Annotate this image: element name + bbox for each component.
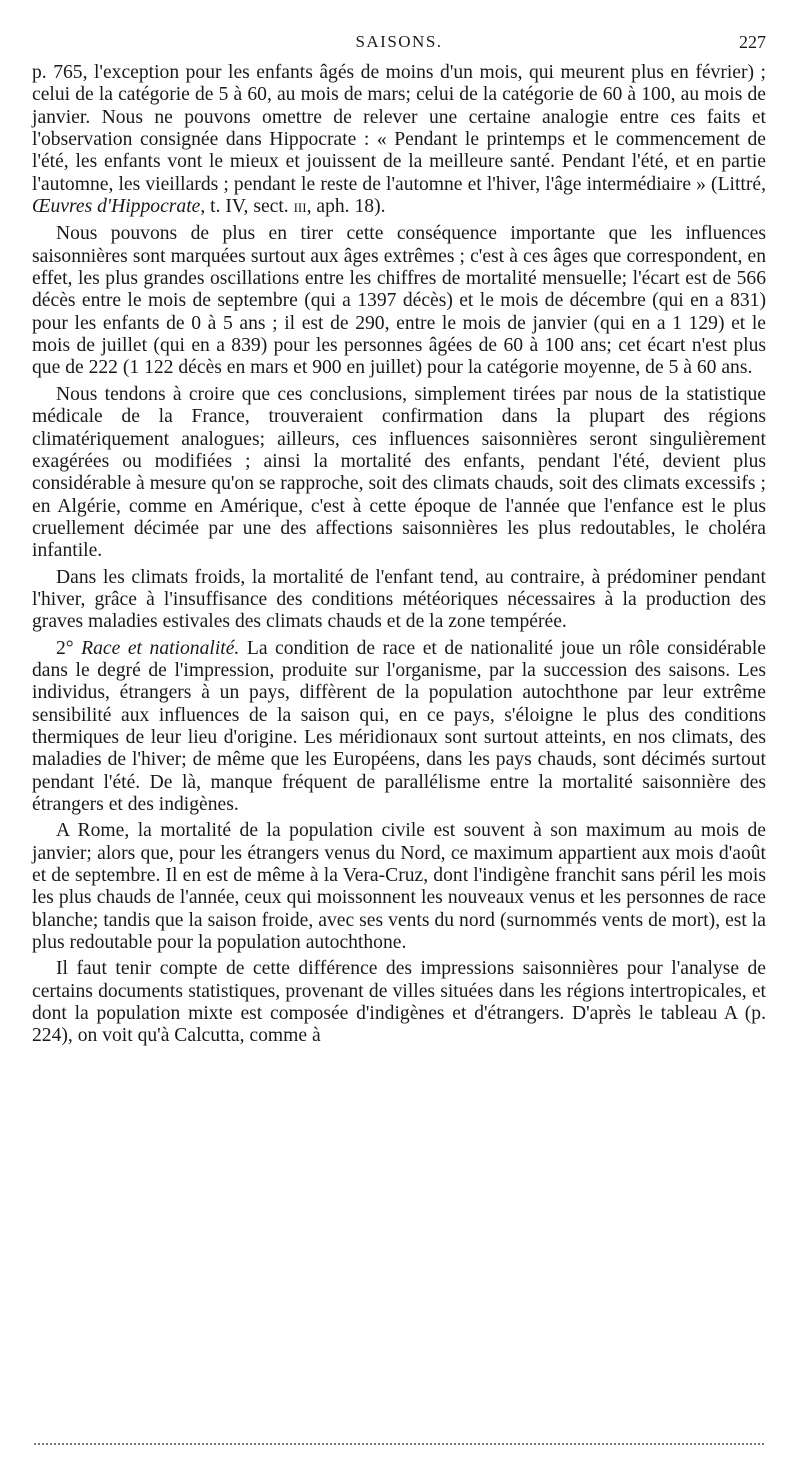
running-head <box>32 32 766 56</box>
paragraph-5-text: La condition de race et de nationalité joue un rôle considérable dans le degré de l'impression, produite sur l'organisme, par la succession des saisons. Les individus, étrangers à un pays, diffèrent de la population autochthone par leur extrême sensibilité aux influences de la saison qui, en ce pays, s'éloigne le plus des conditions thermiques de leur lieu d'origine. Les méridionaux sont surtout atteints, en nos climats, des maladies de l'hiver; de même que les Européens, dans les pays chauds, sont décimés surtout pendant l'été. De là, manque fréquent de parallélisme entre la mortalité saisonnière des étrangers et des indigènes. <box>32 637 767 815</box>
page-number: 227 <box>739 32 766 52</box>
citation-section: III <box>293 200 307 216</box>
paragraph-7: Il faut tenir compte de cette différence des impressions saisonnières pour l'analyse de certains documents statistiques, provenant de villes situées dans les régions intertropicales, et dont la population mixte est composée d'indigènes et d'étrangers. D'après le tableau A (p. 224), on voit qu'à Calcutta, comme à <box>32 958 766 1047</box>
paragraph-6: A Rome, la mortalité de la population civile est souvent à son maximum au mois de janvier; alors que, pour les étrangers venus du Nord, ce maximum appartient aux mois d'août et de septembre. Il en est de même à la Vera-Cruz, dont l'indigène franchit sans péril les mois les plus chauds de l'année, ceux qui moissonnent les nouveaux venus et les personnes de race blanche; tandis que la saison froide, avec ses vents du nord (surnommés vents de mort), est la plus redoutable pour la population autochthone. <box>32 820 766 954</box>
running-title: SAISONS. <box>355 32 443 51</box>
paragraph-1-text: p. 765, l'exception pour les enfants âgés de moins d'un mois, qui meurent plus en février) ; celui de la catégorie de 5 à 60, au mois de mars; celui de la catégorie de 60 à 100, au mois de janvier. Nous ne pouvons omettre de relever une certaine analogie entre ces faits et l'observation consignée dans Hippocrate : « Pendant le printemps et le commencement de l'été, les enfants vont le mieux et jouissent de la meilleure santé. Pendant l'été, et en partie l'automne, les vieillards ; pendant le reste de l'automne et l'hiver, l'âge intermédiaire » (Littré, <box>32 62 766 195</box>
citation-tail-b: , aph. 18). <box>306 196 386 218</box>
citation-title: Œuvres d'Hippocrate <box>32 196 201 218</box>
section-number: 2° <box>56 637 74 659</box>
bottom-dotted-rule <box>34 1443 764 1445</box>
paragraph-4: Dans les climats froids, la mortalité de l'enfant tend, au contraire, à prédominer pendant l'hiver, grâce à l'insuffisance des conditions météoriques nécessaires à la production des graves maladies estivales des climats chauds et de la zone tempérée. <box>32 566 766 633</box>
paragraph-1 <box>32 62 766 219</box>
section-heading: Race et nationalité. <box>81 637 240 659</box>
paragraph-5 <box>32 638 766 817</box>
paragraph-3: Nous tendons à croire que ces conclusions, simplement tirées par nous de la statistique médicale de la France, trouveraient confirmation dans la plupart des régions climatériquement analogues; ailleurs, ces influences saisonnières seront singulièrement exagérées ou modifiées ; ainsi la mortalité des enfants, pendant l'été, devient plus considérable à mesure qu'on se rapproche, soit des climats chauds, soit des climats excessifs ; en Algérie, comme en Amérique, c'est à cette époque de l'année que l'enfance est le plus cruellement décimée par une des affections saisonnières les plus redoutables, le choléra infantile. <box>32 383 766 562</box>
body-text <box>32 62 766 1048</box>
paragraph-2: Nous pouvons de plus en tirer cette conséquence importante que les influences saisonnières sont marquées surtout aux âges extrêmes ; c'est à ces âges que correspondent, en effet, les plus grandes oscillations entre les chiffres de mortalité mensuelle; l'écart est de 566 décès entre le mois de septembre (qui a 1397 décès) et le mois de décembre (qui en a 831) pour les enfants de 0 à 5 ans ; il est de 290, entre le mois de janvier (qui en a 1 129) et le mois de juillet (qui en a 839) pour les personnes âgées de 60 à 100 ans; cet écart n'est plus que de 222 (1 122 décès en mars et 900 en juillet) pour la catégorie moyenne, de 5 à 60 ans. <box>32 223 766 379</box>
citation-tail-a: , t. IV, sect. <box>200 196 294 218</box>
